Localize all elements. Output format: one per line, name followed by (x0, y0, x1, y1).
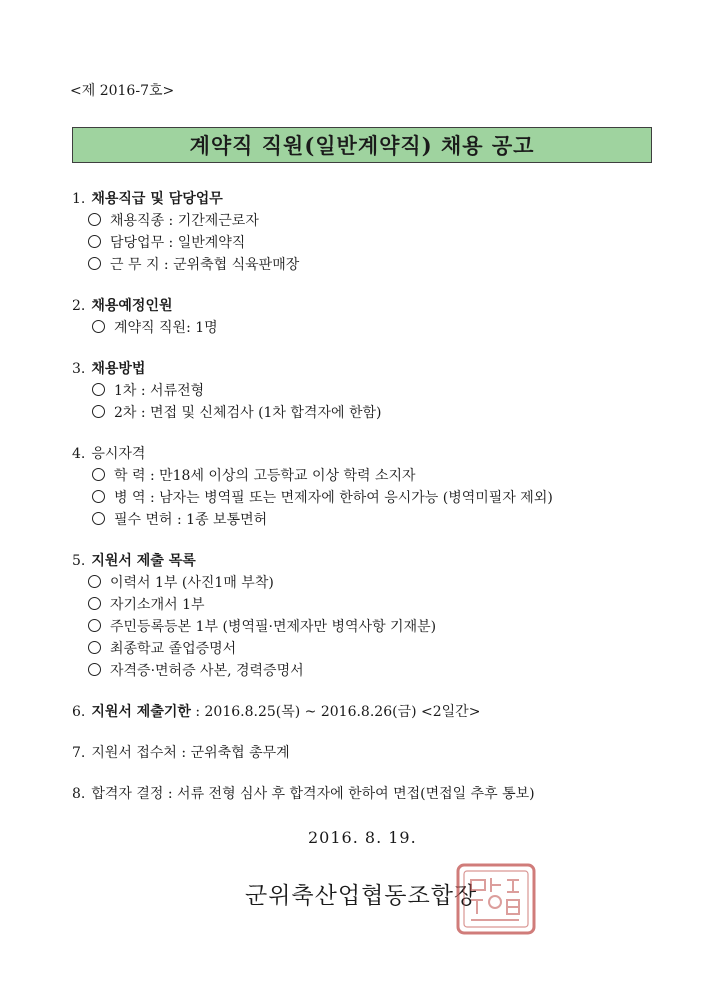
list-item (72, 254, 692, 276)
list-item (72, 402, 692, 424)
circle-bullet-icon (88, 213, 101, 226)
section-number: 8. (72, 786, 86, 802)
section-heading (72, 358, 692, 380)
list-item (72, 616, 692, 638)
item-text: 담당업무 : 일반계약직 (110, 235, 246, 251)
page-title: 계약직 직원(일반계약직) 채용 공고 (189, 133, 535, 158)
circle-bullet-icon (92, 512, 105, 525)
section-7 (72, 742, 692, 764)
item-text: 계약직 직원: 1명 (114, 320, 218, 336)
section-heading (72, 550, 692, 572)
section-detail: : 서류 전형 심사 후 합격자에 한하여 면접(면접일 추후 통보) (163, 786, 535, 802)
list-item (72, 317, 692, 339)
title-banner (72, 127, 652, 163)
organization-name: 군위축산업협동조합장 (245, 883, 478, 909)
section-number: 1. (72, 191, 86, 207)
circle-bullet-icon (88, 663, 101, 676)
section-5 (72, 550, 692, 682)
list-item (72, 232, 692, 254)
section-heading (72, 188, 692, 210)
list-item (72, 638, 692, 660)
circle-bullet-icon (88, 597, 101, 610)
section-3 (72, 358, 692, 424)
item-text: 최종학교 졸업증명서 (110, 641, 237, 657)
item-text: 1차 : 서류전형 (114, 383, 205, 399)
item-text: 자기소개서 1부 (110, 597, 205, 613)
section-number: 4. (72, 446, 86, 462)
notice-number: <제 2016-7호> (70, 83, 175, 99)
circle-bullet-icon (92, 320, 105, 333)
section-1 (72, 188, 692, 276)
circle-bullet-icon (92, 405, 105, 418)
section-label: 응시자격 (91, 446, 146, 462)
section-number: 2. (72, 298, 86, 314)
circle-bullet-icon (88, 257, 101, 270)
item-text: 자격증·면허증 사본, 경력증명서 (110, 663, 304, 679)
circle-bullet-icon (92, 490, 105, 503)
section-label: 합격자 결정 (91, 786, 164, 802)
list-item (72, 465, 692, 487)
section-label: 채용직급 및 담당업무 (91, 191, 223, 207)
section-number: 7. (72, 745, 86, 761)
section-label: 지원서 접수처 (91, 745, 177, 761)
section-4 (72, 443, 692, 531)
section-heading (72, 783, 692, 805)
section-heading (72, 742, 692, 764)
item-text: 학 력 : 만18세 이상의 고등학교 이상 학력 소지자 (114, 468, 416, 484)
item-text: 이력서 1부 (사진1매 부착) (110, 575, 274, 591)
section-label: 채용예정인원 (91, 298, 173, 314)
section-number: 6. (72, 704, 86, 720)
section-6 (72, 701, 692, 723)
item-text: 주민등록등본 1부 (병역필·면제자만 병역사항 기재분) (110, 619, 437, 635)
section-2 (72, 295, 692, 339)
section-8 (72, 783, 692, 805)
section-number: 5. (72, 553, 86, 569)
list-item (72, 594, 692, 616)
item-text: 필수 면허 : 1종 보통면허 (114, 512, 268, 528)
list-item (72, 572, 692, 594)
notice-body (72, 188, 692, 824)
section-label: 지원서 제출 목록 (91, 553, 196, 569)
list-item (72, 487, 692, 509)
circle-bullet-icon (88, 641, 101, 654)
item-text: 2차 : 면접 및 신체검사 (1차 합격자에 한함) (114, 405, 382, 421)
section-number: 3. (72, 361, 86, 377)
list-item (72, 660, 692, 682)
section-detail: : 2016.8.25(목) ~ 2016.8.26(금) <2일간> (190, 704, 481, 720)
item-text: 병 역 : 남자는 병역필 또는 면제자에 한하여 응시가능 (병역미필자 제외) (114, 490, 553, 506)
list-item (72, 210, 692, 232)
circle-bullet-icon (88, 235, 101, 248)
official-seal-icon (455, 862, 537, 936)
section-label: 채용방법 (91, 361, 146, 377)
circle-bullet-icon (88, 575, 101, 588)
item-text: 근 무 지 : 군위축협 식육판매장 (110, 257, 300, 273)
section-heading (72, 443, 692, 465)
list-item (72, 509, 692, 531)
circle-bullet-icon (88, 619, 101, 632)
circle-bullet-icon (92, 383, 105, 396)
section-detail: : 군위축협 총무계 (176, 745, 290, 761)
list-item (72, 380, 692, 402)
section-heading (72, 701, 692, 723)
item-text: 채용직종 : 기간제근로자 (110, 213, 259, 229)
section-label: 지원서 제출기한 (91, 704, 191, 720)
section-heading (72, 295, 692, 317)
circle-bullet-icon (92, 468, 105, 481)
issue-date: 2016. 8. 19. (308, 828, 417, 847)
